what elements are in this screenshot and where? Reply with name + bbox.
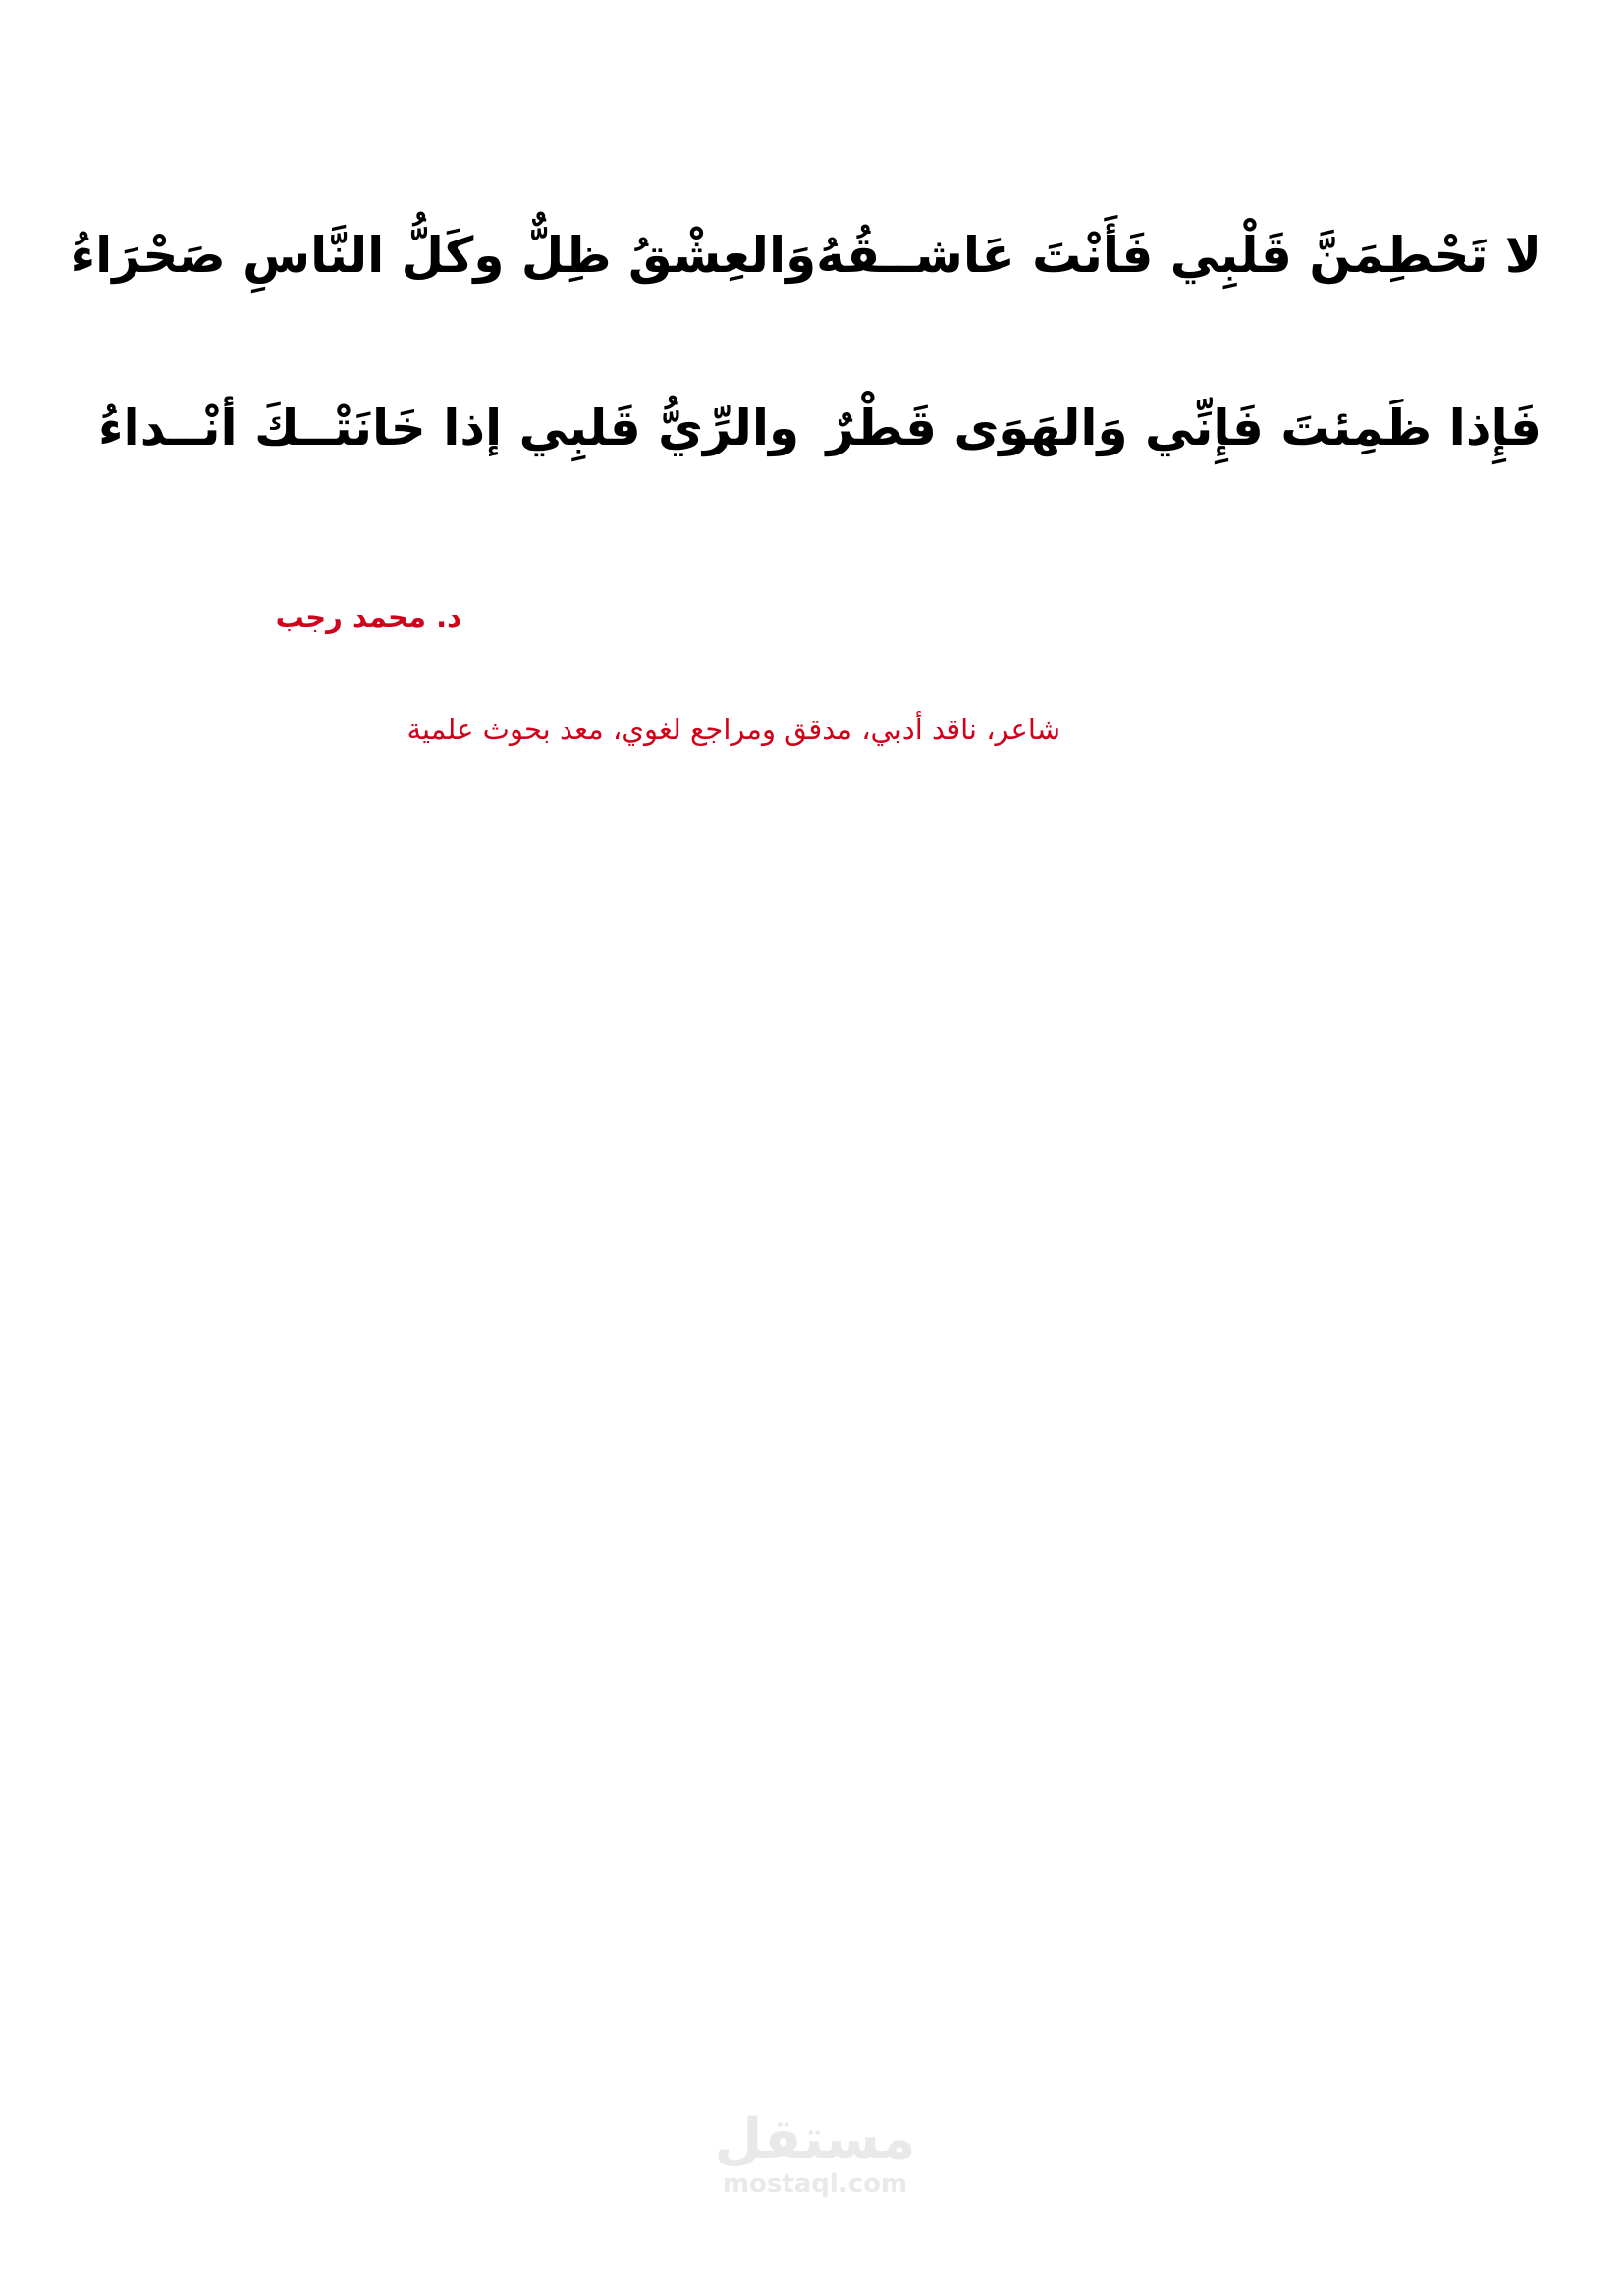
watermark-logo: مستقل bbox=[714, 2108, 916, 2171]
verse-2-first-hemistich: فَإِذا ظَمِئتَ فَإِنِّي وَالهَوَى قَطْرٌ bbox=[826, 400, 1542, 456]
verse-1-second-hemistich: وَالعِشْقُ ظِلٌّ وكَلُّ النَّاسِ صَحْرَاءُ bbox=[70, 227, 817, 284]
watermark-url: mostaql.com bbox=[722, 2169, 908, 2199]
verse-2-second-hemistich: والرِّيُّ قَلبِي إذا خَانَتْــكَ أنْــداءُ bbox=[98, 400, 800, 456]
verse-1-first-hemistich: لا تَحْطِمَنَّ قَلْبِي فَأَنْتَ عَاشــقُهُ bbox=[816, 227, 1542, 284]
poem-verse-2 bbox=[98, 369, 1542, 487]
poem-verse-1 bbox=[70, 196, 1542, 314]
author-description: شاعر، ناقد أدبي، مدقق ومراجع لغوي، معد بحوث علمية bbox=[406, 713, 1060, 746]
poem bbox=[70, 196, 1542, 542]
author-name: د. محمد رجب bbox=[275, 601, 461, 634]
watermark bbox=[707, 2110, 923, 2199]
